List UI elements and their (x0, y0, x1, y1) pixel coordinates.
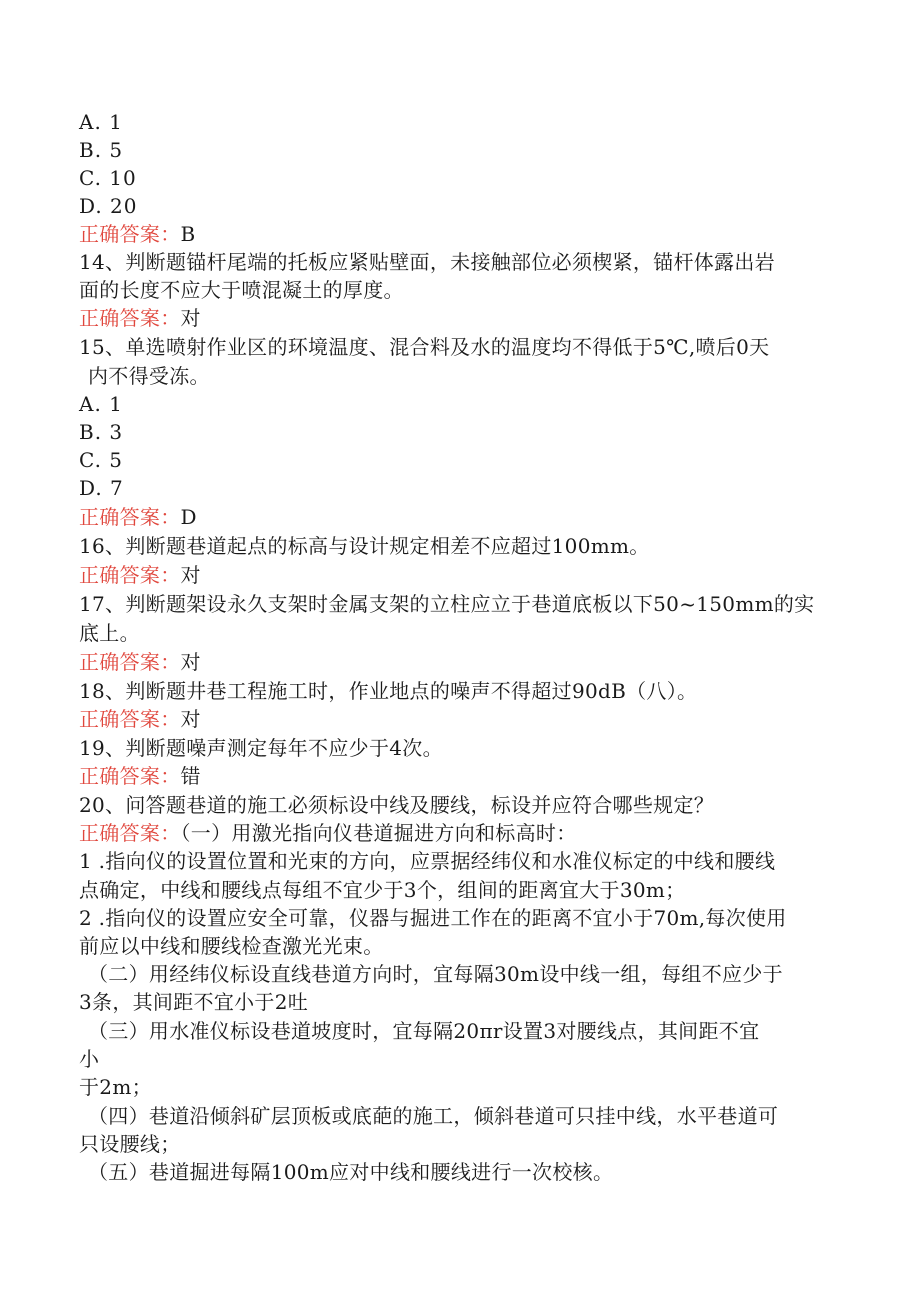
option-d: D. 7 (79, 476, 124, 500)
answer-value: 对 (180, 306, 201, 330)
answer-body-line: 前应以中线和腰线检查激光光束。 (79, 934, 384, 958)
answer-line (79, 705, 201, 733)
answer-label: 正确答案： (79, 707, 181, 731)
answer-body-line: 只设腰线； (79, 1132, 181, 1156)
option-a: A. 1 (79, 110, 123, 134)
answer-line (79, 220, 196, 248)
answer-body-line: 1 .指向仪的设置位置和光束的方向，应票据经纬仪和水准仪标定的中线和腰线 (79, 849, 776, 873)
answer-line (79, 503, 197, 531)
option-a: A. 1 (79, 392, 123, 416)
answer-body-line: （二）用经纬仪标设直线巷道方向时，宜每隔30m设中线一组，每组不应少于 (88, 962, 783, 986)
answer-value: 对 (180, 650, 201, 674)
question-20-text: 20、问答题巷道的施工必须标设中线及腰线，标设并应符合哪些规定？ (79, 793, 715, 817)
question-17-text-cont: 底上。 (79, 621, 140, 645)
answer-label: 正确答案： (79, 764, 181, 788)
answer-line (79, 561, 201, 589)
answer-value: D (180, 505, 197, 529)
option-c: C. 10 (79, 166, 137, 190)
answer-label: 正确答案： (79, 821, 181, 845)
question-19-text: 19、判断题噪声测定每年不应少于4次。 (79, 736, 443, 760)
answer-label: 正确答案： (79, 306, 181, 330)
answer-line (79, 762, 201, 790)
answer-value: 错 (180, 764, 201, 788)
question-15-text: 15、单选喷射作业区的环境温度、混合料及水的温度均不得低于5℃,喷后0天 (79, 335, 770, 359)
answer-body-line: （五）巷道掘进每隔100m应对中线和腰线进行一次校核。 (88, 1160, 614, 1184)
answer-body-line: 于2m； (79, 1075, 152, 1099)
question-14-text-cont: 面的长度不应大于喷混凝土的厚度。 (79, 278, 404, 302)
question-16-text: 16、判断题巷道起点的标高与设计规定相差不应超过100mm。 (79, 534, 650, 558)
option-b: B. 5 (79, 138, 124, 162)
answer-value: 对 (180, 563, 201, 587)
answer-body-line: 2 .指向仪的设置应安全可靠，仪器与掘进工作在的距离不宜小于70m,每次使用 (79, 906, 787, 930)
answer-first-line: （一）用激光指向仪巷道掘进方向和标高时： (180, 821, 577, 845)
answer-label: 正确答案： (79, 650, 181, 674)
question-17-text: 17、判断题架设永久支架时金属支架的立柱应立于巷道底板以下50~150mm的实 (79, 592, 815, 616)
option-d: D. 20 (79, 194, 138, 218)
option-c: C. 5 (79, 448, 124, 472)
answer-body-line: 3条，其间距不宜小于2吐 (79, 990, 309, 1014)
answer-value: 对 (180, 707, 201, 731)
answer-body-line: （四）巷道沿倾斜矿层顶板或底葩的施工，倾斜巷道可只挂中线，水平巷道可 (88, 1104, 779, 1128)
answer-body-line: 小 (79, 1047, 100, 1071)
answer-line (79, 819, 577, 847)
answer-line (79, 648, 201, 676)
answer-body-line: （三）用水准仪标设巷道坡度时，宜每隔20πr设置3对腰线点，其间距不宜 (88, 1019, 760, 1043)
answer-line (79, 304, 201, 332)
answer-label: 正确答案： (79, 505, 181, 529)
answer-body-line: 点确定，中线和腰线点每组不宜少于3个，组间的距离宜大于30m； (79, 878, 686, 902)
question-15-text-cont: 内不得受冻。 (88, 364, 210, 388)
question-14-text: 14、判断题锚杆尾端的托板应紧贴壁面，未接触部位必须楔紧，锚杆体露出岩 (79, 250, 775, 274)
option-b: B. 3 (79, 420, 124, 444)
answer-label: 正确答案： (79, 222, 181, 246)
answer-value: B (180, 222, 196, 246)
question-18-text: 18、判断题井巷工程施工时，作业地点的噪声不得超过90dB（八）。 (79, 679, 698, 703)
answer-label: 正确答案： (79, 563, 181, 587)
